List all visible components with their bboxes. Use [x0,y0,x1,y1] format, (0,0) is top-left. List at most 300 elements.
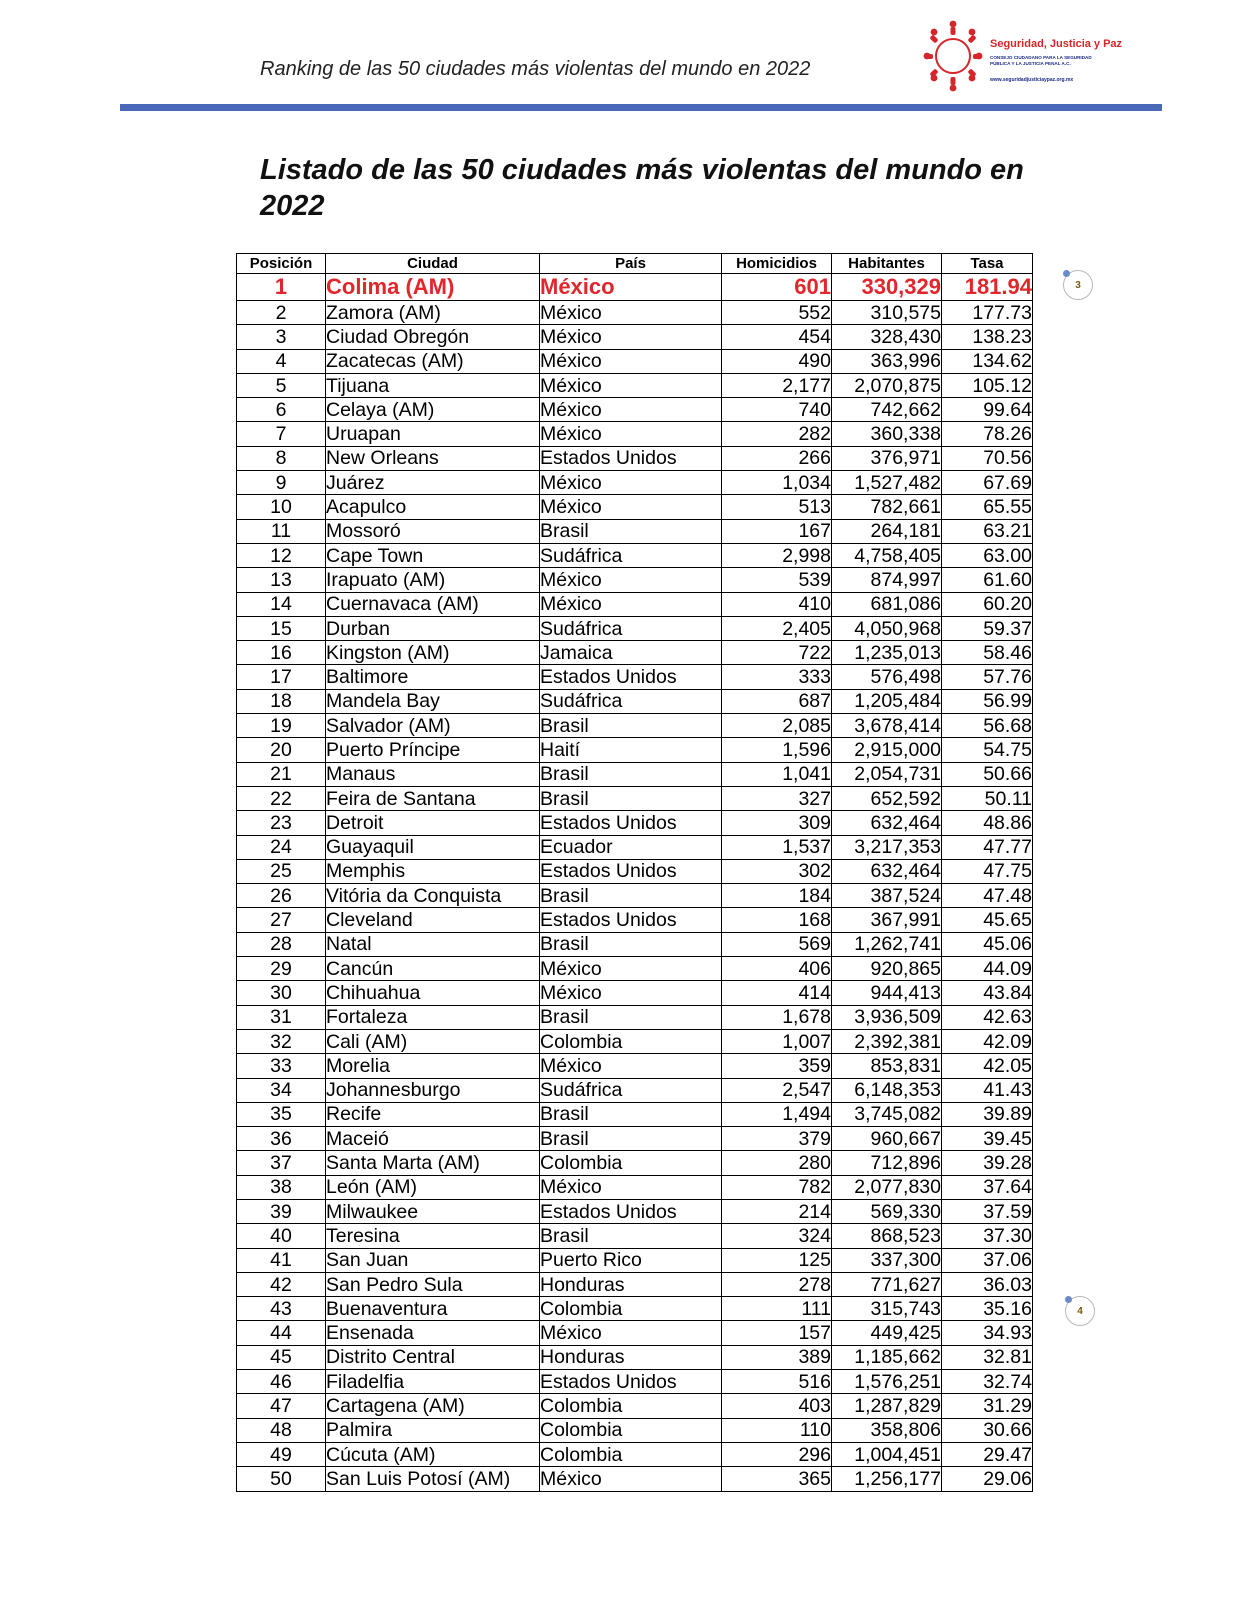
position-cell: 49 [237,1442,326,1466]
homicides-cell: 184 [722,884,832,908]
rate-cell: 50.11 [942,786,1033,810]
country-cell: Colombia [540,1418,722,1442]
homicides-cell: 1,596 [722,738,832,762]
rate-cell: 134.62 [942,349,1033,373]
homicides-cell: 1,041 [722,762,832,786]
city-cell: Mandela Bay [326,689,540,713]
population-cell: 360,338 [832,422,942,446]
rate-cell: 42.09 [942,1029,1033,1053]
homicides-cell: 168 [722,908,832,932]
position-cell: 47 [237,1394,326,1418]
population-cell: 2,070,875 [832,373,942,397]
marker-dot-icon [1063,270,1070,277]
position-cell: 25 [237,859,326,883]
position-cell: 1 [237,274,326,301]
table-row [237,592,1033,616]
country-cell: Brasil [540,762,722,786]
country-cell: Colombia [540,1394,722,1418]
comment-marker-label: 3 [1075,279,1081,291]
city-cell: Fortaleza [326,1005,540,1029]
city-cell: Cúcuta (AM) [326,1442,540,1466]
homicides-cell: 513 [722,495,832,519]
position-cell: 39 [237,1199,326,1223]
column-header-habitantes: Habitantes [832,254,942,274]
column-header-homicidios: Homicidios [722,254,832,274]
population-cell: 367,991 [832,908,942,932]
table-row [237,1151,1033,1175]
country-cell: Jamaica [540,641,722,665]
table-row [237,786,1033,810]
table-row [237,1467,1033,1491]
city-cell: Cape Town [326,543,540,567]
population-cell: 310,575 [832,301,942,325]
country-cell: México [540,1321,722,1345]
population-cell: 1,256,177 [832,1467,942,1491]
table-row [237,811,1033,835]
position-cell: 46 [237,1370,326,1394]
country-cell: Estados Unidos [540,859,722,883]
rate-cell: 42.63 [942,1005,1033,1029]
country-cell: Colombia [540,1151,722,1175]
position-cell: 16 [237,641,326,665]
column-header-tasa: Tasa [942,254,1033,274]
position-cell: 11 [237,519,326,543]
homicides-cell: 111 [722,1297,832,1321]
position-cell: 26 [237,884,326,908]
country-cell: Sudáfrica [540,616,722,640]
country-cell: Estados Unidos [540,665,722,689]
homicides-cell: 379 [722,1127,832,1151]
logo-name: Seguridad, Justicia y Paz [990,38,1123,50]
city-cell: Feira de Santana [326,786,540,810]
table-row [237,568,1033,592]
city-cell: Puerto Príncipe [326,738,540,762]
position-cell: 33 [237,1054,326,1078]
table-row [237,762,1033,786]
country-cell: Colombia [540,1029,722,1053]
table-row [237,908,1033,932]
column-header-ciudad: Ciudad [326,254,540,274]
population-cell: 874,997 [832,568,942,592]
position-cell: 15 [237,616,326,640]
position-cell: 50 [237,1467,326,1491]
city-cell: Johannesburgo [326,1078,540,1102]
table-row [237,1297,1033,1321]
homicides-cell: 389 [722,1345,832,1369]
position-cell: 6 [237,398,326,422]
position-cell: 4 [237,349,326,373]
homicides-cell: 214 [722,1199,832,1223]
city-cell: Teresina [326,1224,540,1248]
homicides-cell: 2,998 [722,543,832,567]
homicides-cell: 516 [722,1370,832,1394]
city-cell: Memphis [326,859,540,883]
homicides-cell: 2,547 [722,1078,832,1102]
position-cell: 32 [237,1029,326,1053]
population-cell: 1,205,484 [832,689,942,713]
country-cell: Honduras [540,1345,722,1369]
position-cell: 2 [237,301,326,325]
population-cell: 315,743 [832,1297,942,1321]
rate-cell: 105.12 [942,373,1033,397]
position-cell: 12 [237,543,326,567]
rate-cell: 39.28 [942,1151,1033,1175]
table-row [237,981,1033,1005]
position-cell: 31 [237,1005,326,1029]
city-cell: Ciudad Obregón [326,325,540,349]
position-cell: 43 [237,1297,326,1321]
population-cell: 387,524 [832,884,942,908]
homicides-cell: 365 [722,1467,832,1491]
country-cell: México [540,274,722,301]
homicides-cell: 782 [722,1175,832,1199]
population-cell: 358,806 [832,1418,942,1442]
city-cell: Morelia [326,1054,540,1078]
country-cell: Haití [540,738,722,762]
rate-cell: 29.06 [942,1467,1033,1491]
population-cell: 264,181 [832,519,942,543]
homicides-cell: 403 [722,1394,832,1418]
position-cell: 3 [237,325,326,349]
country-cell: Brasil [540,1102,722,1126]
rate-cell: 32.81 [942,1345,1033,1369]
table-row [237,1345,1033,1369]
organization-logo [920,14,1123,98]
population-cell: 632,464 [832,859,942,883]
country-cell: Brasil [540,786,722,810]
table-header-row [237,254,1033,274]
table-row [237,325,1033,349]
position-cell: 41 [237,1248,326,1272]
city-cell: San Juan [326,1248,540,1272]
rate-cell: 56.68 [942,714,1033,738]
country-cell: Brasil [540,932,722,956]
homicides-cell: 1,537 [722,835,832,859]
population-cell: 6,148,353 [832,1078,942,1102]
rate-cell: 54.75 [942,738,1033,762]
city-cell: Juárez [326,471,540,495]
population-cell: 1,235,013 [832,641,942,665]
position-cell: 23 [237,811,326,835]
rate-cell: 37.30 [942,1224,1033,1248]
position-cell: 5 [237,373,326,397]
rate-cell: 41.43 [942,1078,1033,1102]
population-cell: 576,498 [832,665,942,689]
city-cell: Cuernavaca (AM) [326,592,540,616]
rate-cell: 63.00 [942,543,1033,567]
logo-url: www.seguridadjusticiaypaz.org.mx [990,77,1074,83]
homicides-cell: 157 [722,1321,832,1345]
table-row [237,1394,1033,1418]
comment-marker[interactable] [1063,270,1093,300]
table-row [237,1175,1033,1199]
city-cell: San Pedro Sula [326,1272,540,1296]
position-cell: 28 [237,932,326,956]
position-cell: 29 [237,957,326,981]
city-cell: Santa Marta (AM) [326,1151,540,1175]
table-row [237,1078,1033,1102]
table-row [237,689,1033,713]
population-cell: 4,050,968 [832,616,942,640]
city-cell: Detroit [326,811,540,835]
homicides-cell: 327 [722,786,832,810]
table-row [237,373,1033,397]
country-cell: México [540,301,722,325]
table-row [237,616,1033,640]
rate-cell: 50.66 [942,762,1033,786]
population-cell: 771,627 [832,1272,942,1296]
country-cell: Estados Unidos [540,811,722,835]
table-row [237,1127,1033,1151]
position-cell: 42 [237,1272,326,1296]
homicides-cell: 539 [722,568,832,592]
table-row [237,1442,1033,1466]
logo-subtitle: CONSEJO CIUDADANO PARA LA SEGURIDAD PÚBLICA Y LA JUSTICIA PENAL A.C. [990,55,1092,66]
rate-cell: 78.26 [942,422,1033,446]
homicides-cell: 359 [722,1054,832,1078]
table-row [237,1370,1033,1394]
rate-cell: 99.64 [942,398,1033,422]
document-title: Listado de las 50 ciudades más violentas del mundo en 2022 [260,154,1024,222]
city-cell: Chihuahua [326,981,540,1005]
header-divider [120,104,1162,111]
rate-cell: 29.47 [942,1442,1033,1466]
position-cell: 10 [237,495,326,519]
population-cell: 2,915,000 [832,738,942,762]
ranking-table [236,253,1033,1492]
population-cell: 2,054,731 [832,762,942,786]
population-cell: 652,592 [832,786,942,810]
table-row [237,1102,1033,1126]
country-cell: Brasil [540,1224,722,1248]
column-header-pais: País [540,254,722,274]
rate-cell: 37.06 [942,1248,1033,1272]
city-cell: Cali (AM) [326,1029,540,1053]
population-cell: 2,392,381 [832,1029,942,1053]
homicides-cell: 406 [722,957,832,981]
country-cell: México [540,325,722,349]
country-cell: México [540,981,722,1005]
position-cell: 19 [237,714,326,738]
position-cell: 48 [237,1418,326,1442]
position-cell: 21 [237,762,326,786]
city-cell: León (AM) [326,1175,540,1199]
rate-cell: 60.20 [942,592,1033,616]
homicides-cell: 1,494 [722,1102,832,1126]
rate-cell: 45.65 [942,908,1033,932]
rate-cell: 61.60 [942,568,1033,592]
rate-cell: 31.29 [942,1394,1033,1418]
homicides-cell: 2,405 [722,616,832,640]
population-cell: 3,217,353 [832,835,942,859]
population-cell: 3,936,509 [832,1005,942,1029]
position-cell: 17 [237,665,326,689]
table-row [237,349,1033,373]
country-cell: Ecuador [540,835,722,859]
city-cell: Maceió [326,1127,540,1151]
rate-cell: 43.84 [942,981,1033,1005]
country-cell: Brasil [540,1127,722,1151]
population-cell: 868,523 [832,1224,942,1248]
table-row [237,398,1033,422]
position-cell: 44 [237,1321,326,1345]
position-cell: 14 [237,592,326,616]
position-cell: 38 [237,1175,326,1199]
population-cell: 337,300 [832,1248,942,1272]
position-cell: 7 [237,422,326,446]
population-cell: 1,527,482 [832,471,942,495]
city-cell: Baltimore [326,665,540,689]
table-row [237,932,1033,956]
table-row [237,884,1033,908]
position-cell: 22 [237,786,326,810]
population-cell: 782,661 [832,495,942,519]
table-row [237,471,1033,495]
country-cell: México [540,373,722,397]
position-cell: 13 [237,568,326,592]
table-row [237,714,1033,738]
homicides-cell: 410 [722,592,832,616]
comment-marker[interactable] [1065,1296,1095,1326]
rate-cell: 30.66 [942,1418,1033,1442]
population-cell: 328,430 [832,325,942,349]
city-cell: Distrito Central [326,1345,540,1369]
table-row [237,495,1033,519]
city-cell: Milwaukee [326,1199,540,1223]
table-row [237,1054,1033,1078]
population-cell: 920,865 [832,957,942,981]
table-row [237,1248,1033,1272]
city-cell: Guayaquil [326,835,540,859]
table-row [237,1321,1033,1345]
table-row [237,446,1033,470]
population-cell: 363,996 [832,349,942,373]
rate-cell: 34.93 [942,1321,1033,1345]
rate-cell: 57.76 [942,665,1033,689]
rate-cell: 58.46 [942,641,1033,665]
homicides-cell: 2,085 [722,714,832,738]
rate-cell: 47.48 [942,884,1033,908]
rate-cell: 36.03 [942,1272,1033,1296]
country-cell: México [540,471,722,495]
population-cell: 330,329 [832,274,942,301]
country-cell: Honduras [540,1272,722,1296]
homicides-cell: 266 [722,446,832,470]
homicides-cell: 296 [722,1442,832,1466]
country-cell: México [540,592,722,616]
running-title: Ranking de las 50 ciudades más violentas del mundo en 2022 [260,58,811,80]
homicides-cell: 333 [722,665,832,689]
position-cell: 20 [237,738,326,762]
rate-cell: 56.99 [942,689,1033,713]
homicides-cell: 552 [722,301,832,325]
country-cell: México [540,398,722,422]
rate-cell: 44.09 [942,957,1033,981]
homicides-cell: 280 [722,1151,832,1175]
position-cell: 27 [237,908,326,932]
city-cell: Cancún [326,957,540,981]
comment-marker-label: 4 [1077,1305,1083,1317]
city-cell: San Luis Potosí (AM) [326,1467,540,1491]
country-cell: Brasil [540,1005,722,1029]
rate-cell: 59.37 [942,616,1033,640]
city-cell: Zacatecas (AM) [326,349,540,373]
homicides-cell: 302 [722,859,832,883]
table-row [237,665,1033,689]
ranking-table-body [237,274,1033,1492]
population-cell: 3,678,414 [832,714,942,738]
marker-dot-icon [1065,1296,1072,1303]
position-cell: 37 [237,1151,326,1175]
table-row [237,1224,1033,1248]
table-row [237,1199,1033,1223]
city-cell: Colima (AM) [326,274,540,301]
population-cell: 2,077,830 [832,1175,942,1199]
homicides-cell: 167 [722,519,832,543]
rate-cell: 70.56 [942,446,1033,470]
country-cell: México [540,495,722,519]
homicides-cell: 125 [722,1248,832,1272]
homicides-cell: 278 [722,1272,832,1296]
rate-cell: 37.59 [942,1199,1033,1223]
population-cell: 853,831 [832,1054,942,1078]
population-cell: 449,425 [832,1321,942,1345]
position-cell: 9 [237,471,326,495]
rate-cell: 39.45 [942,1127,1033,1151]
country-cell: Estados Unidos [540,446,722,470]
city-cell: Durban [326,616,540,640]
population-cell: 1,262,741 [832,932,942,956]
position-cell: 18 [237,689,326,713]
country-cell: Estados Unidos [540,908,722,932]
population-cell: 4,758,405 [832,543,942,567]
position-cell: 40 [237,1224,326,1248]
column-header-posicion: Posición [237,254,326,274]
city-cell: Filadelfia [326,1370,540,1394]
homicides-cell: 324 [722,1224,832,1248]
table-row [237,859,1033,883]
population-cell: 712,896 [832,1151,942,1175]
city-cell: Vitória da Conquista [326,884,540,908]
population-cell: 569,330 [832,1199,942,1223]
population-cell: 1,576,251 [832,1370,942,1394]
city-cell: Recife [326,1102,540,1126]
rate-cell: 37.64 [942,1175,1033,1199]
city-cell: Mossoró [326,519,540,543]
homicides-cell: 490 [722,349,832,373]
country-cell: México [540,568,722,592]
country-cell: México [540,349,722,373]
population-cell: 944,413 [832,981,942,1005]
table-row [237,957,1033,981]
position-cell: 36 [237,1127,326,1151]
rate-cell: 42.05 [942,1054,1033,1078]
city-cell: Acapulco [326,495,540,519]
homicides-cell: 1,678 [722,1005,832,1029]
country-cell: Sudáfrica [540,689,722,713]
country-cell: Brasil [540,884,722,908]
city-cell: Manaus [326,762,540,786]
population-cell: 3,745,082 [832,1102,942,1126]
city-cell: Ensenada [326,1321,540,1345]
population-cell: 1,287,829 [832,1394,942,1418]
table-row [237,422,1033,446]
rate-cell: 39.89 [942,1102,1033,1126]
city-cell: New Orleans [326,446,540,470]
country-cell: México [540,1054,722,1078]
homicides-cell: 309 [722,811,832,835]
population-cell: 960,667 [832,1127,942,1151]
